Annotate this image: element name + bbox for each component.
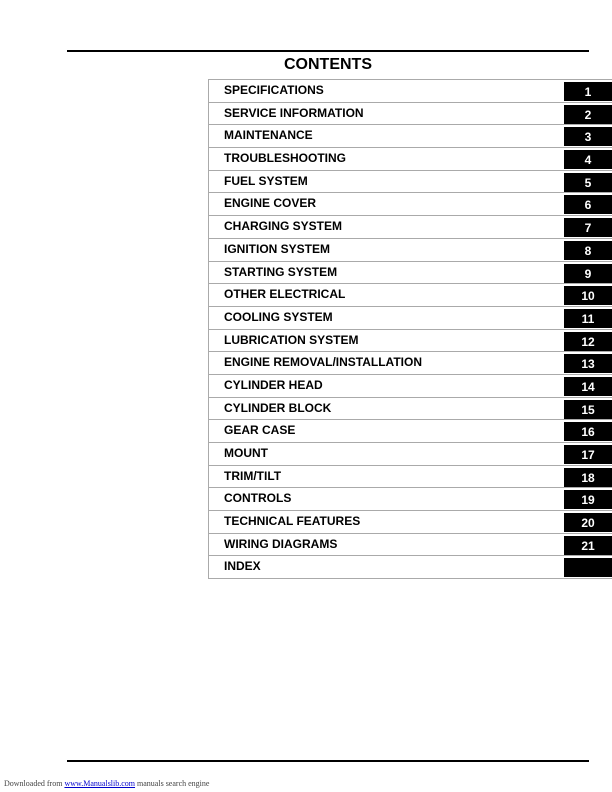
toc-row[interactable]: [208, 307, 612, 330]
toc-row[interactable]: [208, 193, 612, 216]
section-tab[interactable]: 15: [564, 400, 612, 419]
toc-row[interactable]: [208, 443, 612, 466]
toc-row[interactable]: [208, 352, 612, 375]
section-tab[interactable]: 18: [564, 468, 612, 487]
section-tab[interactable]: [564, 558, 612, 577]
row-left-border: [208, 80, 209, 102]
bottom-rule: [67, 760, 589, 762]
footer-suffix: manuals search engine: [135, 779, 210, 788]
toc-row[interactable]: [208, 239, 612, 262]
toc-row[interactable]: [208, 171, 612, 194]
row-left-border: [208, 262, 209, 284]
section-label[interactable]: WIRING DIAGRAMS: [224, 536, 338, 551]
row-left-border: [208, 171, 209, 193]
toc-row[interactable]: [208, 556, 612, 579]
section-label[interactable]: TROUBLESHOOTING: [224, 151, 346, 166]
section-label[interactable]: GEAR CASE: [224, 423, 296, 438]
row-left-border: [208, 420, 209, 442]
section-tab[interactable]: 14: [564, 377, 612, 396]
section-label[interactable]: ENGINE REMOVAL/INSTALLATION: [224, 355, 422, 370]
row-left-border: [208, 534, 209, 556]
top-rule: [67, 50, 589, 52]
toc-row[interactable]: [208, 103, 612, 126]
section-tab[interactable]: 7: [564, 218, 612, 237]
row-left-border: [208, 193, 209, 215]
toc-row[interactable]: [208, 148, 612, 171]
section-tab[interactable]: 9: [564, 264, 612, 283]
section-tab[interactable]: 12: [564, 332, 612, 351]
toc-row[interactable]: [208, 398, 612, 421]
toc-row[interactable]: [208, 330, 612, 353]
toc-row[interactable]: [208, 488, 612, 511]
toc-row[interactable]: [208, 262, 612, 285]
section-tab[interactable]: 1: [564, 82, 612, 101]
toc-row[interactable]: [208, 534, 612, 557]
section-tab[interactable]: 19: [564, 490, 612, 509]
section-label[interactable]: CYLINDER BLOCK: [224, 400, 332, 415]
section-label[interactable]: FUEL SYSTEM: [224, 173, 308, 188]
toc-row[interactable]: [208, 80, 612, 103]
row-left-border: [208, 556, 209, 578]
section-label[interactable]: COOLING SYSTEM: [224, 309, 333, 324]
section-tab[interactable]: 2: [564, 105, 612, 124]
row-left-border: [208, 330, 209, 352]
section-label[interactable]: MAINTENANCE: [224, 128, 313, 143]
section-label[interactable]: STARTING SYSTEM: [224, 264, 338, 279]
row-left-border: [208, 511, 209, 533]
row-left-border: [208, 103, 209, 125]
section-label[interactable]: SERVICE INFORMATION: [224, 105, 364, 120]
section-label[interactable]: LUBRICATION SYSTEM: [224, 332, 359, 347]
section-tab[interactable]: 20: [564, 513, 612, 532]
row-left-border: [208, 148, 209, 170]
section-tab[interactable]: 11: [564, 309, 612, 328]
section-tab[interactable]: 8: [564, 241, 612, 260]
page-title: CONTENTS: [284, 56, 372, 73]
section-label[interactable]: IGNITION SYSTEM: [224, 241, 331, 256]
section-tab[interactable]: 16: [564, 422, 612, 441]
row-left-border: [208, 239, 209, 261]
row-left-border: [208, 125, 209, 147]
download-footer: [4, 779, 209, 789]
toc-row[interactable]: [208, 511, 612, 534]
section-label[interactable]: CONTROLS: [224, 491, 292, 506]
toc-row[interactable]: [208, 375, 612, 398]
toc-row[interactable]: [208, 125, 612, 148]
section-label[interactable]: OTHER ELECTRICAL: [224, 287, 346, 302]
section-tab[interactable]: 13: [564, 354, 612, 373]
row-left-border: [208, 216, 209, 238]
row-left-border: [208, 284, 209, 306]
footer-prefix: Downloaded from: [4, 779, 65, 788]
section-tab[interactable]: 4: [564, 150, 612, 169]
row-left-border: [208, 398, 209, 420]
row-left-border: [208, 466, 209, 488]
row-left-border: [208, 488, 209, 510]
section-tab[interactable]: 17: [564, 445, 612, 464]
section-tab[interactable]: 10: [564, 286, 612, 305]
row-left-border: [208, 375, 209, 397]
toc-row[interactable]: [208, 466, 612, 489]
section-tab[interactable]: 6: [564, 195, 612, 214]
table-of-contents: [208, 79, 612, 579]
section-label[interactable]: TRIM/TILT: [224, 468, 282, 483]
section-label[interactable]: ENGINE COVER: [224, 196, 317, 211]
section-label[interactable]: CHARGING SYSTEM: [224, 219, 343, 234]
section-tab[interactable]: 21: [564, 536, 612, 555]
section-label[interactable]: SPECIFICATIONS: [224, 83, 324, 97]
section-label[interactable]: MOUNT: [224, 446, 268, 460]
section-label[interactable]: INDEX: [224, 559, 261, 574]
row-left-border: [208, 443, 209, 465]
section-label[interactable]: CYLINDER HEAD: [224, 377, 323, 392]
toc-row[interactable]: [208, 420, 612, 443]
toc-row[interactable]: [208, 216, 612, 239]
row-left-border: [208, 352, 209, 374]
section-label[interactable]: TECHNICAL FEATURES: [224, 514, 361, 529]
row-left-border: [208, 307, 209, 329]
section-tab[interactable]: 3: [564, 127, 612, 146]
toc-row[interactable]: [208, 284, 612, 307]
section-tab[interactable]: 5: [564, 173, 612, 192]
manualslib-link[interactable]: www.Manualslib.com: [64, 779, 136, 788]
